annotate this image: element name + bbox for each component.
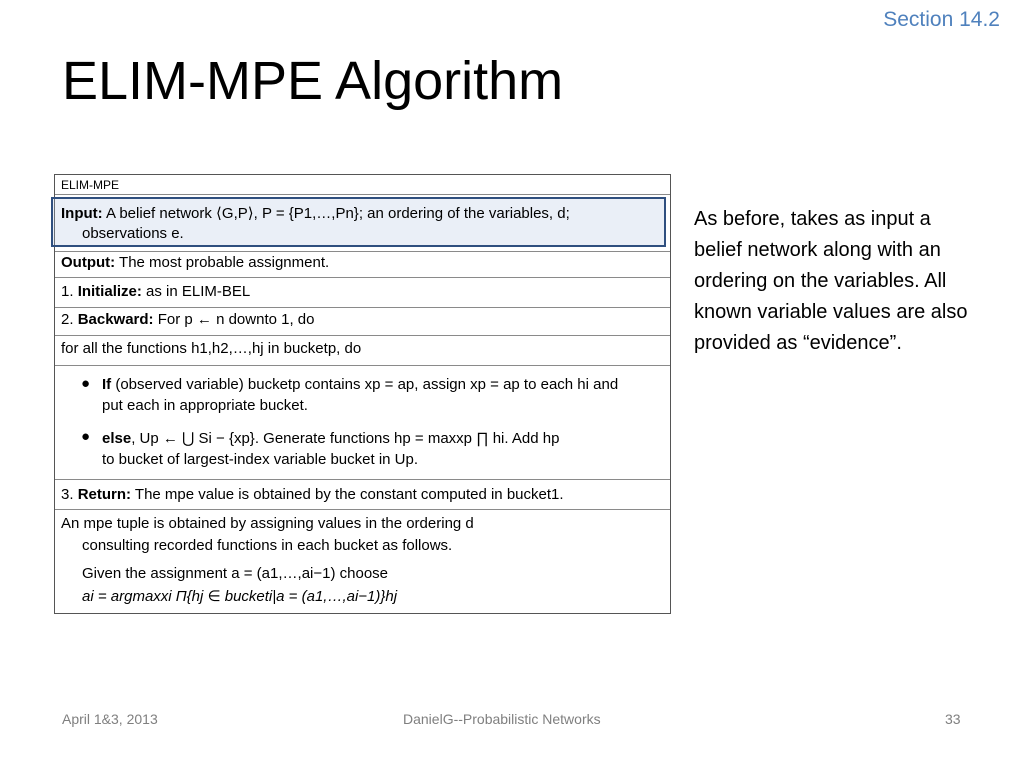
divider (55, 307, 670, 308)
argmax-text: ai = argmaxxi Π{hj ∈ bucketi|a = (a1,…,ai−1)}hj (82, 588, 398, 605)
output-text: The most probable assignment. (119, 254, 330, 271)
if-line (102, 376, 618, 393)
step1-line (61, 283, 250, 300)
else-label: else (102, 430, 132, 447)
step2-label: Backward: (77, 311, 154, 328)
divider (55, 277, 670, 278)
bullet-icon: ● (81, 428, 91, 445)
step3-text: The mpe value is obtained by the constant computed in bucket1. (134, 486, 564, 503)
divider (55, 194, 670, 195)
input-line (61, 204, 570, 222)
if-text2: put each in appropriate bucket. (102, 397, 308, 414)
footer-date: April 1&3, 2013 (62, 711, 158, 727)
step3-num: 3. (61, 486, 74, 503)
if-text: (observed variable) bucketp contains xp = ap, assign xp = ap to each hi and (115, 376, 619, 393)
slide-title: ELIM-MPE Algorithm (62, 51, 564, 111)
step3-line (61, 486, 564, 503)
input-text2: observations e. (82, 225, 184, 242)
divider (55, 509, 670, 510)
divider (55, 335, 670, 336)
step1-label: Initialize: (77, 283, 142, 300)
divider (55, 365, 670, 366)
else-text: , Up ← ⋃ Si − {xp}. Generate functions hp = maxxp ∏ hi. Add hp (131, 430, 560, 447)
else-text2: to bucket of largest-index variable bucket in Up. (102, 451, 419, 468)
slide-description: As before, takes as input a belief network along with an ordering on the variables. All known variable values are also provided as “evidence”. (694, 208, 968, 354)
footer-page-number: 33 (945, 711, 961, 727)
step2-num: 2. (61, 311, 74, 328)
step1-text: as in ELIM-BEL (146, 283, 251, 300)
else-line (102, 429, 559, 447)
tuple-text2: consulting recorded functions in each bucket as follows. (82, 537, 453, 554)
tuple-text: An mpe tuple is obtained by assigning values in the ordering d (61, 515, 474, 532)
output-label: Output: (61, 254, 116, 271)
input-text: A belief network ⟨G,P⟩, P = {P1,…,Pn}; an ordering of the variables, d; (106, 205, 570, 222)
footer-center: DanielG--Probabilistic Networks (403, 711, 601, 727)
loop-text: for all the functions h1,h2,…,hj in bucketp, do (61, 340, 362, 357)
output-line (61, 254, 329, 271)
given-text: Given the assignment a = (a1,…,ai−1) choose (82, 565, 389, 582)
bullet-icon: ● (81, 375, 91, 392)
divider (55, 251, 670, 252)
step2-line (61, 311, 315, 328)
divider (55, 479, 670, 480)
step3-label: Return: (77, 486, 132, 503)
algorithm-header: ELIM-MPE (61, 178, 120, 192)
input-label: Input: (61, 205, 103, 222)
section-label: Section 14.2 (883, 8, 1000, 31)
algorithm-box (54, 174, 671, 614)
if-label: If (102, 376, 112, 393)
step1-num: 1. (61, 283, 74, 300)
step2-text: For p ← n downto 1, do (157, 311, 315, 328)
